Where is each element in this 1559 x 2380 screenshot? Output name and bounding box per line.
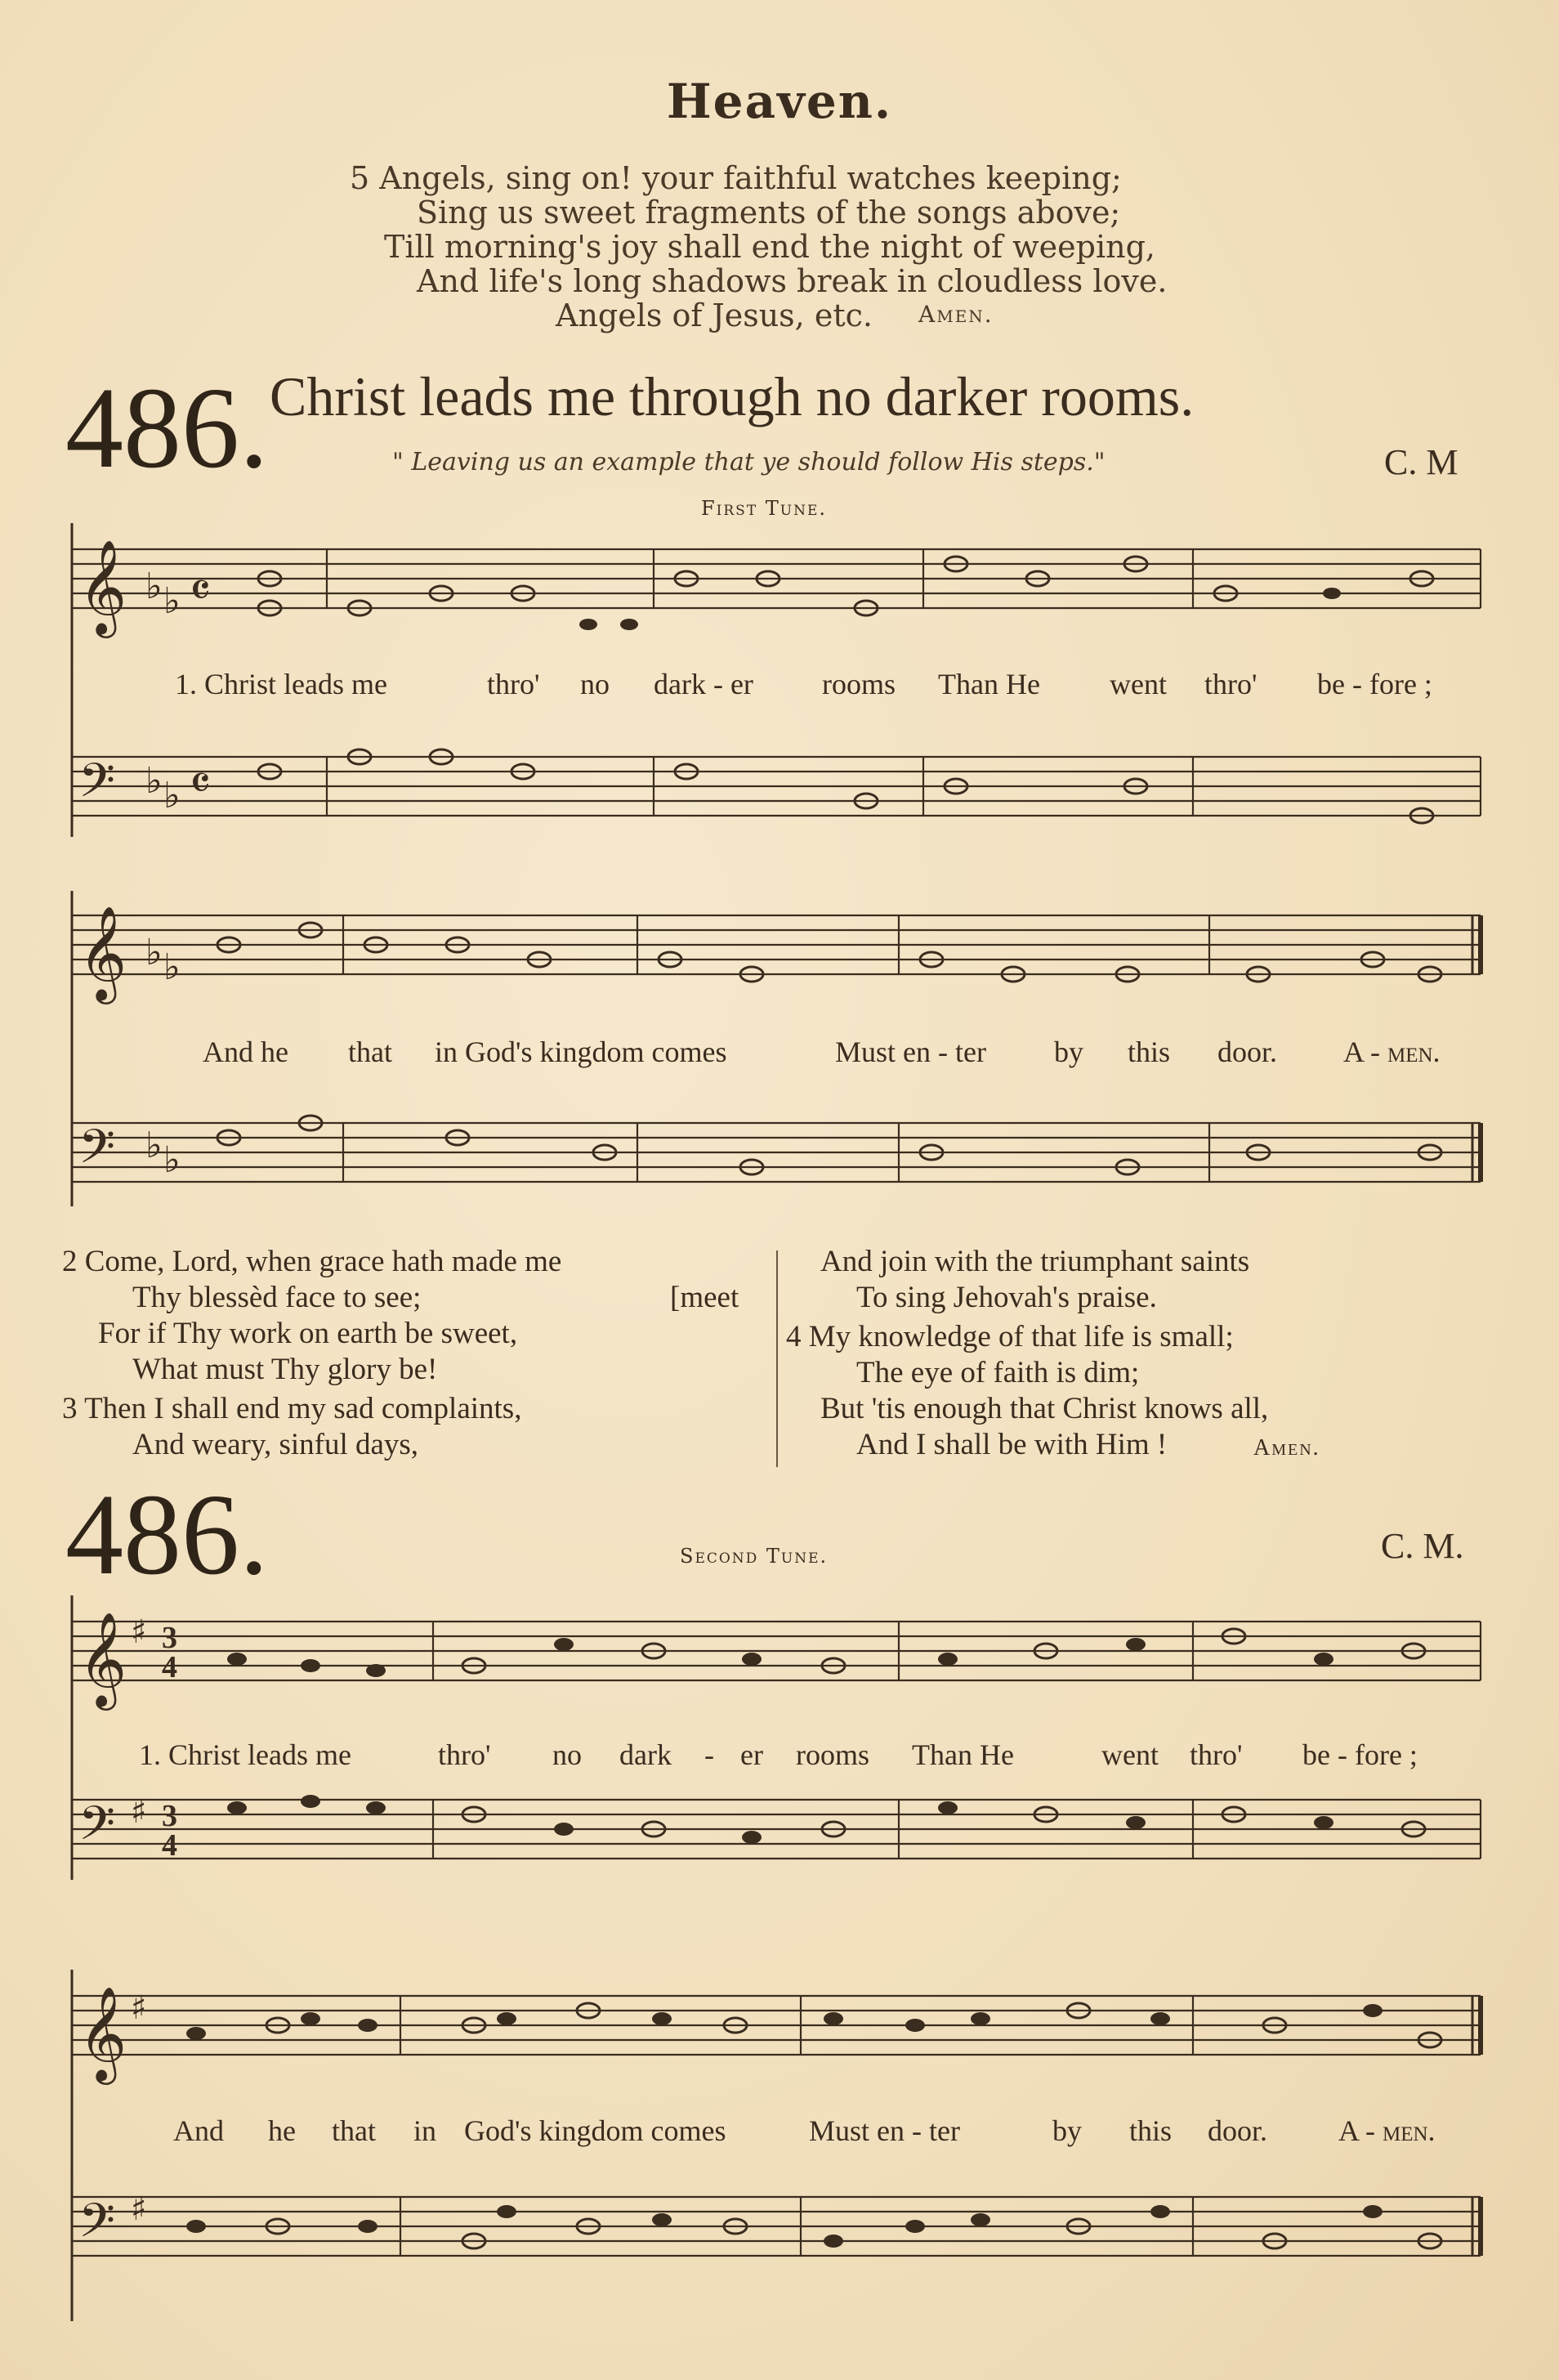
svg-text:♭: ♭ bbox=[145, 1125, 163, 1166]
lyric-syllable: thro' bbox=[1190, 1738, 1243, 1771]
epigraph: " Leaving us an example that ye should follow His steps." bbox=[392, 448, 1106, 476]
bass-clef-icon: 𝄢 bbox=[78, 1796, 116, 1863]
lyric-syllable: be - fore ; bbox=[1302, 1738, 1418, 1771]
verse-line: 5 Angels, sing on! your faithful watches keeping; bbox=[350, 160, 1122, 196]
stanza-line: 2 Come, Lord, when grace hath made me bbox=[62, 1245, 562, 1278]
svg-text:♭: ♭ bbox=[145, 760, 163, 802]
lyric-syllable: in bbox=[413, 2114, 437, 2147]
lyric-syllable: thro' bbox=[1204, 668, 1257, 700]
lyric-syllable: door. bbox=[1217, 1036, 1278, 1068]
treble-clef-icon: 𝄞 bbox=[78, 905, 127, 1000]
lyric-syllable: rooms bbox=[822, 668, 896, 700]
svg-text:♯: ♯ bbox=[131, 1613, 147, 1651]
amen-mark: Amen. bbox=[918, 301, 994, 328]
lyric-syllable: God's kingdom comes bbox=[464, 2114, 726, 2147]
lyric-syllable: And he bbox=[203, 1036, 288, 1068]
lyric-syllable: no bbox=[552, 1738, 582, 1771]
lyric-syllable: Than He bbox=[938, 668, 1040, 700]
stanza-line: And weary, sinful days, bbox=[132, 1428, 419, 1461]
svg-text:♭: ♭ bbox=[163, 580, 181, 622]
lyric-syllable: rooms bbox=[796, 1738, 869, 1771]
svg-text:♯: ♯ bbox=[131, 2190, 147, 2228]
lyric-syllable: dark - er bbox=[654, 668, 753, 700]
lyric-syllable: 1. Christ leads me bbox=[139, 1738, 351, 1771]
meter-label: C. M. bbox=[1381, 1526, 1464, 1566]
stanza-line: And join with the triumphant saints bbox=[820, 1245, 1250, 1278]
lyric-syllable: went bbox=[1110, 668, 1167, 700]
stanza-line: 3 Then I shall end my sad complaints, bbox=[62, 1392, 522, 1425]
verse-line: Angels of Jesus, etc. bbox=[556, 298, 873, 333]
lyric-syllable: thro' bbox=[438, 1738, 491, 1771]
stanza-line: For if Thy work on earth be sweet, bbox=[98, 1317, 518, 1350]
lyric-syllable: be - fore ; bbox=[1317, 668, 1432, 700]
lyric-syllable: - bbox=[704, 1738, 714, 1771]
svg-text:♯: ♯ bbox=[131, 1989, 147, 2027]
meter-label: C. M bbox=[1384, 442, 1458, 482]
svg-text:♭: ♭ bbox=[145, 566, 163, 607]
lyric-syllable: A - men. bbox=[1343, 1036, 1441, 1068]
verse-line: And life's long shadows break in cloudless love. bbox=[417, 263, 1168, 299]
lyric-syllable: Than He bbox=[912, 1738, 1014, 1771]
svg-text:♭: ♭ bbox=[145, 932, 163, 973]
svg-text:3: 3 bbox=[162, 1621, 177, 1655]
svg-text:4: 4 bbox=[162, 1650, 177, 1684]
lyric-syllable: dark bbox=[619, 1738, 672, 1771]
verse-line: Till morning's joy shall end the night of weeping, bbox=[384, 229, 1155, 265]
stanza-line: But 'tis enough that Christ knows all, bbox=[820, 1392, 1269, 1425]
column-divider bbox=[776, 1250, 778, 1467]
lyric-syllable: 1. Christ leads me bbox=[175, 668, 387, 700]
lyric-syllable: that bbox=[348, 1036, 392, 1068]
svg-text:♭: ♭ bbox=[163, 1139, 181, 1181]
svg-text:♭: ♭ bbox=[163, 946, 181, 988]
svg-text:4: 4 bbox=[162, 1828, 177, 1863]
page-title: Heaven. bbox=[666, 74, 893, 129]
lyric-syllable: by bbox=[1052, 2114, 1082, 2147]
lyric-syllable: no bbox=[580, 668, 610, 700]
bass-clef-icon: 𝄢 bbox=[78, 1119, 116, 1186]
lyric-syllable: And bbox=[173, 2114, 224, 2147]
lyric-syllable: went bbox=[1101, 1738, 1159, 1771]
verse-line: Sing us sweet fragments of the songs above; bbox=[417, 195, 1121, 230]
svg-text:♯: ♯ bbox=[131, 1793, 147, 1831]
lyric-syllable: er bbox=[740, 1738, 763, 1771]
stanza-line: 4 My knowledge of that life is small; bbox=[786, 1320, 1234, 1353]
treble-clef-icon: 𝄞 bbox=[78, 1985, 127, 2081]
bass-clef-icon: 𝄢 bbox=[78, 2193, 116, 2260]
amen-mark: Amen. bbox=[1253, 1435, 1320, 1461]
lyric-syllable: A - men. bbox=[1338, 2114, 1436, 2147]
tune-label: Second Tune. bbox=[680, 1545, 829, 1568]
lyric-syllable: that bbox=[332, 2114, 376, 2147]
treble-clef-icon: 𝄞 bbox=[78, 1611, 127, 1707]
treble-clef-icon: 𝄞 bbox=[78, 539, 127, 634]
lyric-syllable: thro' bbox=[487, 668, 540, 700]
hymn-number: 486. bbox=[65, 1470, 269, 1599]
svg-text:𝄴: 𝄴 bbox=[190, 755, 211, 811]
svg-text:𝄴: 𝄴 bbox=[190, 562, 211, 618]
lyric-syllable: Must en - ter bbox=[809, 2114, 960, 2147]
stanza-line: What must Thy glory be! bbox=[132, 1353, 438, 1386]
lyric-syllable: he bbox=[268, 2114, 296, 2147]
hymn-title: Christ leads me through no darker rooms. bbox=[270, 365, 1195, 427]
stanza-line: [meet bbox=[670, 1281, 739, 1314]
lyric-syllable: by bbox=[1054, 1036, 1083, 1068]
svg-text:♭: ♭ bbox=[163, 775, 181, 816]
lyric-syllable: this bbox=[1128, 1036, 1171, 1068]
stanza-line: Thy blessèd face to see; bbox=[132, 1281, 422, 1314]
svg-text:3: 3 bbox=[162, 1799, 177, 1833]
lyric-syllable: this bbox=[1129, 2114, 1173, 2147]
bass-clef-icon: 𝄢 bbox=[78, 753, 116, 820]
lyric-syllable: door. bbox=[1208, 2114, 1268, 2147]
stanza-line: To sing Jehovah's praise. bbox=[856, 1281, 1157, 1314]
lyric-syllable: Must en - ter bbox=[835, 1036, 986, 1068]
stanza-line: The eye of faith is dim; bbox=[856, 1356, 1140, 1389]
hymn-number: 486. bbox=[65, 363, 269, 492]
stanza-line: And I shall be with Him ! bbox=[856, 1428, 1168, 1461]
tune-label: First Tune. bbox=[701, 497, 828, 520]
lyric-syllable: in God's kingdom comes bbox=[435, 1036, 727, 1068]
